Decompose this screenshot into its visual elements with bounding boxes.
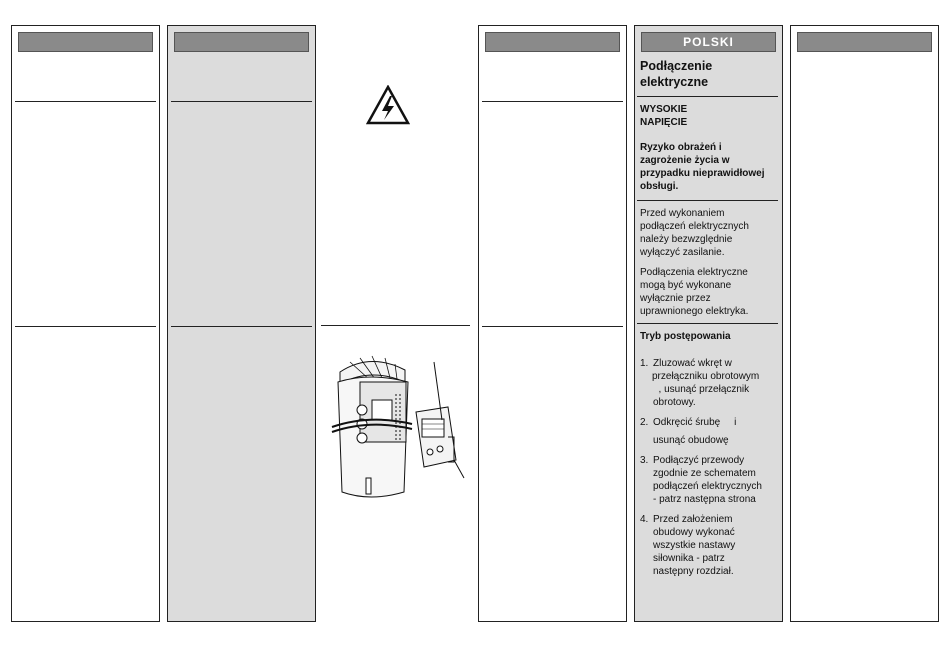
column-2-header <box>174 32 309 52</box>
actuator-housing-illustration <box>330 352 470 517</box>
high-voltage-warning-icon <box>366 85 410 130</box>
section-divider-1 <box>637 96 778 97</box>
column-4-header <box>485 32 620 52</box>
column-1-divider-top <box>15 101 156 102</box>
column-6-header <box>797 32 932 52</box>
column-2-divider-top <box>171 101 312 102</box>
language-header: POLSKI <box>641 32 776 52</box>
column-2 <box>167 25 316 622</box>
procedure-title: Tryb postępowania <box>640 331 731 342</box>
column-1 <box>11 25 160 622</box>
column-1-header <box>18 32 153 52</box>
column-4-divider-top <box>482 101 623 102</box>
section-divider-3 <box>637 323 778 324</box>
procedure-steps <box>640 357 776 578</box>
column-4 <box>478 25 627 622</box>
section-divider-2 <box>637 200 778 201</box>
section-title: Podłączenie elektryczne <box>640 59 713 89</box>
step-1: 1. Zluzować wkręt w przełączniku obrotowym , usunąć przełącznik obrotowy. <box>640 358 760 408</box>
step-2: 2. Odkręcić śrubę i usunąć obudowę <box>640 417 737 446</box>
column-2-divider-mid <box>171 326 312 327</box>
warning-text: WYSOKIE NAPIĘCIE <box>640 104 688 128</box>
polski-content <box>640 58 776 585</box>
step-3: 3. Podłączyć przewody zgodnie ze schematem podłączeń elektrycznych - patrz następna strona <box>640 455 762 505</box>
column-6 <box>790 25 939 622</box>
column-1-divider-mid <box>15 326 156 327</box>
risk-text: Ryzyko obrażeń i zagrożenie życia w przypadku nieprawidłowej obsługi. <box>640 142 765 192</box>
middle-divider <box>321 325 470 326</box>
paragraph-electrician: Podłączenia elektryczne mogą być wykonane wyłącznie przez uprawnionego elektryka. <box>640 267 749 317</box>
column-polski <box>634 25 783 622</box>
paragraph-power-off: Przed wykonaniem podłączeń elektrycznych należy bezwzględnie wyłączyć zasilanie. <box>640 208 749 258</box>
column-4-divider-mid <box>482 326 623 327</box>
step-4: 4. Przed założeniem obudowy wykonać wszystkie nastawy siłownika - patrz następny rozdział. <box>640 514 736 577</box>
